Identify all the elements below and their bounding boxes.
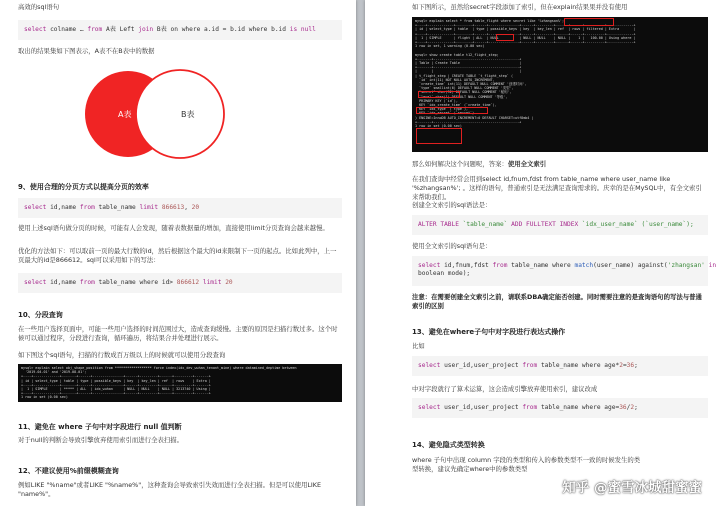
code-block-alter-table: ALTER TABLE `table_name` ADD FULLTEXT INDEX `idx_user_name` (`user_name`);: [412, 215, 708, 235]
code-block-join: select colname … from A表 Left join B表 on where a.id = b.id where b.id is null: [18, 20, 342, 40]
section-12-title: 12、不建议使用%前缀模糊查询: [18, 467, 119, 475]
section-9-title: 9、使用合理的分页方式以提高分页的效率: [18, 183, 149, 191]
section-12-paragraph: 例如LIKE "%name"或者LIKE "%name%"，这种查询会导致索引失效而进行全表扫描。但是可以使用LIKE "name%"。: [18, 481, 322, 498]
set-b-circle: [136, 70, 224, 158]
left-page: [0, 0, 356, 506]
section-14-title: 14、避免隐式类型转换: [412, 441, 485, 449]
highlight-box-index: [416, 128, 462, 144]
section-10-paragraph-2: 如下图这个sql语句，扫描的行数成百万级以上的时候就可以使用分段查询: [18, 351, 226, 359]
section-14-paragraph: where 子句中出现 column 字段的类型和传入的参数类型不一致的时候发生的类型转换，建议先确定where中的参数类型: [412, 456, 641, 473]
section-13-lead: 比如: [412, 342, 425, 350]
answer-fulltext: 使用全文索引: [507, 160, 547, 168]
intro-text: 高效的sql语句: [18, 3, 60, 11]
venn-caption: 取出的结果集如下图表示，A表不在B表中的数据: [18, 47, 155, 55]
terminal-screenshot-show-create: mysql> explain select * from table_flight where secret like '%zhangsan%'; +----+-------------+--------+------+---------------+------+---------+------+------+----------+-------------+ | id | select_type | table | type | possible_keys | key | key_len | ref | rows | filtered | Extra | +----+-------------+--------+------+---------------+------+---------+------+------+----------+-------------+ | 1 | SIMPLE | flight | ALL | NULL | NULL | NULL | NULL | 1 | 100.00 | Using where | +----+-------------+--------+------+---------------+------+---------+------+------+----------+-------------+ 1 row in set, 1 warning (0.00 sec) mysql> show create table t12_flight_step; +-------+------------------------------------------+ | Table | Create Table | +-------+------------------------------------------+ | | | | t_flight_step | CREATE TABLE `t_flight_step` ( `id` int(11) NOT NULL AUTO_INCREMENT, `create_time` int(11) DEFAULT NULL COMMENT '创建时间', `type` smallint(6) DEFAULT NULL COMMENT '类型', `secret` char(32) DEFAULT NULL COMMENT '秘钥', `level` char(1) DEFAULT NULL COMMENT '等级', PRIMARY KEY (`id`), KEY `idx_create_time` (`create_time`), KEY `idx_type` (`type`), KEY `idx_secret` (`secret`) ) ENGINE=InnoDB AUTO_INCREMENT=0 DEFAULT CHARSET=utf8mb4 | +-------+------------------------------------------+ 1 row in set (0.00 sec): [412, 17, 708, 152]
fulltext-paragraph-2: 创建全文索引的sql语法是：: [412, 201, 492, 209]
code-block-limit-optimized: select id,name from table_name where id> 866612 limit 20: [18, 273, 342, 293]
code-block-match-against: select id,fnum,fdst from table_name where match(user_name) against('zhangsan' in boolean mode);: [412, 256, 708, 286]
fulltext-paragraph-3: 使用全文索引的sql语句是：: [412, 242, 492, 250]
highlight-box-query: [564, 18, 614, 26]
zhihu-watermark: 知乎 @蜜雪冰城甜蜜蜜: [562, 480, 702, 496]
terminal-screenshot-explain: mysql> explain select obj_shape_position from ****************** force index(idx_dev_wuhan_tenant_mine) where datamined_deptime between '2019-04-01' and '2019-08-01'; +----+-------------+-------+------+---------------+------+---------+------+---------+-------+ | id | select_type | table | type | possible_keys | key | key_len | ref | rows | Extra | +----+-------------+-------+------+---------------+------+---------+------+---------+-------+ | 1 | SIMPLE | ***** | ALL | idx_wuhan | NULL | NULL | NULL | 3213740 | Using | +----+-------------+-------+------+---------------+------+---------+------+---------+-------+ 1 row in set (0.00 sec): [18, 364, 342, 402]
section-10-title: 10、分段查询: [18, 311, 63, 319]
highlight-box-key: [496, 34, 514, 41]
venn-diagram: [78, 62, 248, 166]
fulltext-note: 注意：在需要创建全文索引之前，请联系DBA确定能否创建。同时需要注意的是查询语句的写法与普通索引的区别: [412, 293, 702, 310]
section-9-paragraph-1: 使用上述sql语句做分页的时候，可能有人会发现，随着表数据量的增加，直接使用limit分页查询会越来越慢。: [18, 224, 329, 232]
section-10-paragraph-1: 在一些用户选择页面中，可能一些用户选择的时间范围过大，造成查询缓慢。主要的原因是扫描行数过多。这个时候可以通过程序，分段进行查询，循环遍历，将结果合并处理进行展示。: [18, 325, 338, 342]
section-9-paragraph-2: 优化的方法如下：可以取前一页的最大行数的id，然后根据这个最大的id来限制下一页的起点。比如此列中，上一页最大的id是866612。sql可以采用如下的写法：: [18, 247, 337, 264]
set-a-label: A表: [118, 110, 132, 119]
question-line: 那么如何解决这个问题呢，答案：使用全文索引: [412, 160, 547, 168]
code-block-expression: select user_id,user_project from table_name where age*2=36;: [412, 356, 708, 376]
set-b-label: B表: [181, 110, 195, 119]
section-11-paragraph: 对于null的判断会导致引擎放弃使用索引而进行全表扫描。: [18, 436, 184, 444]
right-page: [365, 0, 720, 506]
right-intro-text: 如下图所示，虽然给secret字段添加了索引，但在explain结果果并没有使用: [412, 3, 628, 11]
code-block-limit: select id,name from table_name limit 866613, 20: [18, 198, 342, 218]
code-block-expression-fixed: select user_id,user_project from table_name where age=36/2;: [412, 398, 708, 418]
fulltext-paragraph-1: 在我们查询中经常会用到select id,fnum,fdst from table_name where user_name like '%zhangsan%'; 。这样的语句，普通索引是无法满足查询需求的。庆幸的是在MySQL中，有全文索引来帮助我们。: [412, 175, 702, 201]
highlight-box-table: [418, 91, 460, 98]
section-13-paragraph: 中对字段就行了算术运算，这会造成引擎放弃使用索引，建议改成: [412, 385, 598, 393]
section-13-title: 13、避免在where子句中对字段进行表达式操作: [412, 328, 566, 336]
section-11-title: 11、避免在 where 子句中对字段进行 null 值判断: [18, 423, 182, 431]
highlight-box-secret: [416, 107, 488, 114]
